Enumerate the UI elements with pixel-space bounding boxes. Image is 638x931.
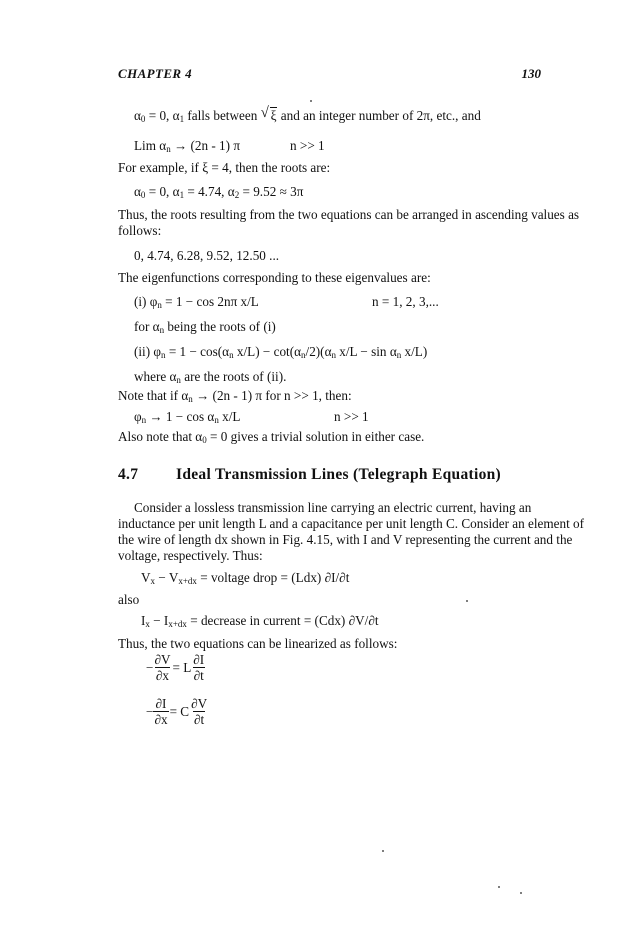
text-line: $\alpha_0 = 0$, $\alpha_1 = 4.74$, $\alpha_2 = 9.52 \approx 3\pi$ xyxy=(134,184,304,200)
text-line: the wire of length dx shown in Fig. 4.15, with I and V representing the current and the xyxy=(118,532,573,547)
text-line: Lim $\alpha_n \to (2n - 1)$ π xyxy=(134,138,240,154)
fraction: $\frac{\partial I}{\partial t}$ xyxy=(193,652,205,683)
fraction: $\frac{\partial V}{\partial t}$ xyxy=(191,696,208,727)
text-line: 0, 4.74, 6.28, 9.52, 12.50 ... xyxy=(134,248,280,263)
text-line: (ii) $\varphi_n = 1 - \cos(\alpha_n$ $x/L) - \cot(\alpha_n/2)(\alpha_n$ $x/L - \sin \alpha_n$ x/L) xyxy=(134,344,428,360)
fraction: $\frac{\partial I}{\partial x}$ xyxy=(154,696,168,727)
text-line: Also note that $\alpha_0 = 0$ gives a trivial solution in either case. xyxy=(118,429,425,445)
equation-1: − $\frac{\partial V}{\partial x}$ = L $\frac{\partial I}{\partial t}$ xyxy=(146,652,205,683)
text-line: also xyxy=(118,592,140,607)
text-line: n >> 1 xyxy=(334,409,369,424)
scan-speck xyxy=(310,100,312,102)
section-title: Ideal Transmission Lines (Telegraph Equation) xyxy=(176,466,502,483)
text-line: The eigenfunctions corresponding to these eigenvalues are: xyxy=(118,270,431,285)
section-number: 4.7 xyxy=(118,466,139,483)
text-line: Note that if $\alpha_n \to (2n - 1)$ π for n >> 1, then: xyxy=(118,388,352,404)
fraction: $\frac{\partial V}{\partial x}$ xyxy=(154,652,171,683)
scan-speck xyxy=(498,886,500,888)
text-line: n >> 1 xyxy=(290,138,325,153)
text-line: inductance per unit length L and a capacitance per unit length C. Consider an element of xyxy=(118,516,585,531)
equation-2: − $\frac{\partial I}{\partial x}$ = C $\frac{\partial V}{\partial t}$ xyxy=(146,696,208,727)
text-line: for $\alpha_n$ being the roots of (i) xyxy=(134,319,276,335)
scan-speck xyxy=(520,892,522,894)
text-line: Thus, the two equations can be linearized as follows: xyxy=(118,636,398,651)
scan-speck xyxy=(466,600,468,602)
text-line: Thus, the roots resulting from the two equations can be arranged in ascending values as xyxy=(118,207,580,222)
text-line: $\varphi_n \to 1 - \cos \alpha_n$ x/L xyxy=(134,409,241,425)
text-line: n = 1, 2, 3,... xyxy=(372,294,439,309)
text-line: $\alpha_0 = 0$, $\alpha_1$ falls between √ ξ and an integer number of 2π, etc., and xyxy=(134,105,481,124)
page-header xyxy=(118,66,541,84)
scan-speck xyxy=(382,850,384,852)
text-line: $I_x - I_{x+dx}$ = decrease in current = (Cdx) ∂V/∂t xyxy=(141,613,379,629)
text-line: (i) $\varphi_n = 1 - \cos 2n\pi$ x/L xyxy=(134,294,259,310)
section-heading xyxy=(118,466,501,484)
text-line: follows: xyxy=(118,223,162,238)
text-line: voltage, respectively. Thus: xyxy=(118,548,263,563)
text-line: $V_x - V_{x+dx}$ = voltage drop = (Ldx) ∂I/∂t xyxy=(141,570,350,586)
text-line: where $\alpha_n$ are the roots of (ii). xyxy=(134,369,287,385)
chapter-label: CHAPTER 4 xyxy=(118,66,193,81)
page-number: 130 xyxy=(521,66,541,81)
text-line: Consider a lossless transmission line carrying an electric current, having an xyxy=(134,500,532,515)
text-line: For example, if ξ = 4, then the roots are: xyxy=(118,160,331,175)
sqrt-symbol: √ ξ xyxy=(260,105,277,123)
